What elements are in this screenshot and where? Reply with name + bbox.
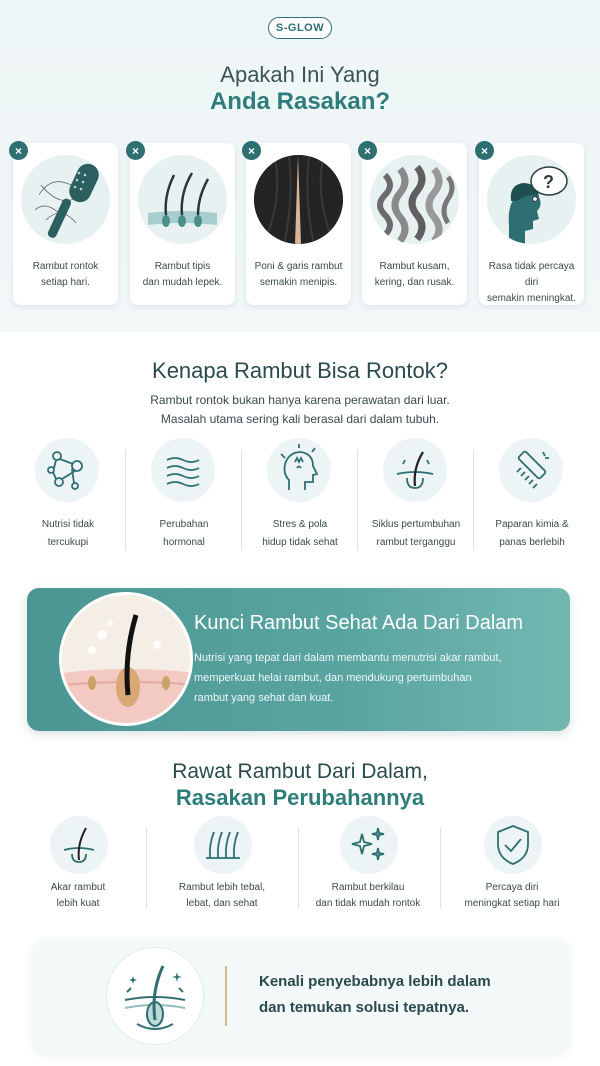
banner-text: Nutrisi yang tepat dari dalam membantu menutrisi akar rambut, memperkuat helai rambut, dan mendukung pertumbuhan rambut yang sehat dan kuat. <box>194 652 502 704</box>
cause-item <box>126 438 242 558</box>
shield-check-icon <box>484 816 542 874</box>
cause-label: Paparan kimia & panas berlebih <box>495 519 569 548</box>
hair-follicle-icon <box>107 948 203 1044</box>
problem-caption: Rasa tidak percaya diri semakin meningkat. <box>487 261 576 304</box>
benefit-item <box>444 816 580 916</box>
divider <box>440 828 441 908</box>
benefit-label: Rambut berkilau dan tidak mudah rontok <box>315 882 421 909</box>
worried-person-icon <box>487 155 576 244</box>
thick-hair-icon <box>194 816 252 874</box>
benefit-item <box>10 816 146 916</box>
benefits-title-line2: Rasakan Perubahannya <box>175 785 425 810</box>
svg-text:?: ? <box>543 172 554 192</box>
waves-icon <box>151 438 215 502</box>
sparkle-icon <box>340 816 398 874</box>
close-icon: × <box>242 141 261 160</box>
hair-root-illustration <box>59 592 193 726</box>
benefit-label: Akar rambut lebih kuat <box>50 882 106 909</box>
problem-card <box>362 143 467 305</box>
problem-card <box>246 143 351 305</box>
cta-text: Kenali penyebabnya lebih dalam dan temukan solusi tepatnya. <box>259 973 491 1016</box>
cause-label: Nutrisi tidak tercukupi <box>41 519 95 548</box>
problem-caption: Rambut rontok setiap hari. <box>32 261 99 288</box>
problem-card <box>13 143 118 305</box>
hair-root-icon <box>50 816 108 874</box>
cause-item <box>10 438 126 558</box>
benefits-title-line1: Rawat Rambut Dari Dalam, <box>172 760 428 783</box>
benefits-list <box>10 816 590 916</box>
benefit-label: Rambut lebih tebal, lebat, dan sehat <box>178 882 266 909</box>
close-icon: × <box>126 141 145 160</box>
problem-card <box>479 143 584 305</box>
problem-caption: Poni & garis rambut semakin menipis. <box>254 261 343 288</box>
close-icon: × <box>358 141 377 160</box>
brand-logo: S-GLOW <box>268 17 332 39</box>
comb-icon <box>499 438 563 502</box>
causes-list <box>10 438 590 558</box>
cause-item <box>358 438 474 558</box>
close-icon: × <box>9 141 28 160</box>
cause-label: Siklus pertumbuhan rambut terganggu <box>371 519 461 548</box>
cause-item <box>474 438 590 558</box>
scalp-parting-icon <box>254 155 343 244</box>
thin-hair-icon <box>138 155 227 244</box>
divider <box>146 828 147 908</box>
banner-title: Kunci Rambut Sehat Ada Dari Dalam <box>194 612 524 634</box>
causes-subtitle: Rambut rontok bukan hanya karena perawatan dari luar. Masalah utama sering kali berasal dari dalam tubuh. <box>150 393 450 426</box>
benefit-item <box>154 816 290 916</box>
benefit-item <box>300 816 436 916</box>
hair-follicle-icon <box>383 438 447 502</box>
cause-label: Stres & pola hidup tidak sehat <box>262 519 338 548</box>
divider <box>225 966 227 1026</box>
stress-head-icon <box>267 438 331 502</box>
problem-card <box>130 143 235 305</box>
divider <box>298 828 299 908</box>
molecule-icon <box>35 438 99 502</box>
cause-item <box>242 438 358 558</box>
cta-card <box>33 940 569 1053</box>
causes-title: Kenapa Rambut Bisa Rontok? <box>152 358 448 383</box>
problem-caption: Rambut kusam, kering, dan rusak. <box>374 261 455 288</box>
wavy-hair-icon <box>370 155 459 244</box>
problems-title-line2: Anda Rasakan? <box>209 88 391 115</box>
cause-label: Perubahan hormonal <box>159 519 209 548</box>
healthy-hair-banner <box>27 588 570 731</box>
problem-cards <box>13 143 587 305</box>
hairbrush-icon <box>21 155 110 244</box>
problems-title-line1: Apakah Ini Yang <box>220 62 380 87</box>
problem-caption: Rambut tipis dan mudah lepek. <box>142 261 223 288</box>
close-icon: × <box>475 141 494 160</box>
benefit-label: Percaya diri meningkat setiap hari <box>464 882 560 909</box>
